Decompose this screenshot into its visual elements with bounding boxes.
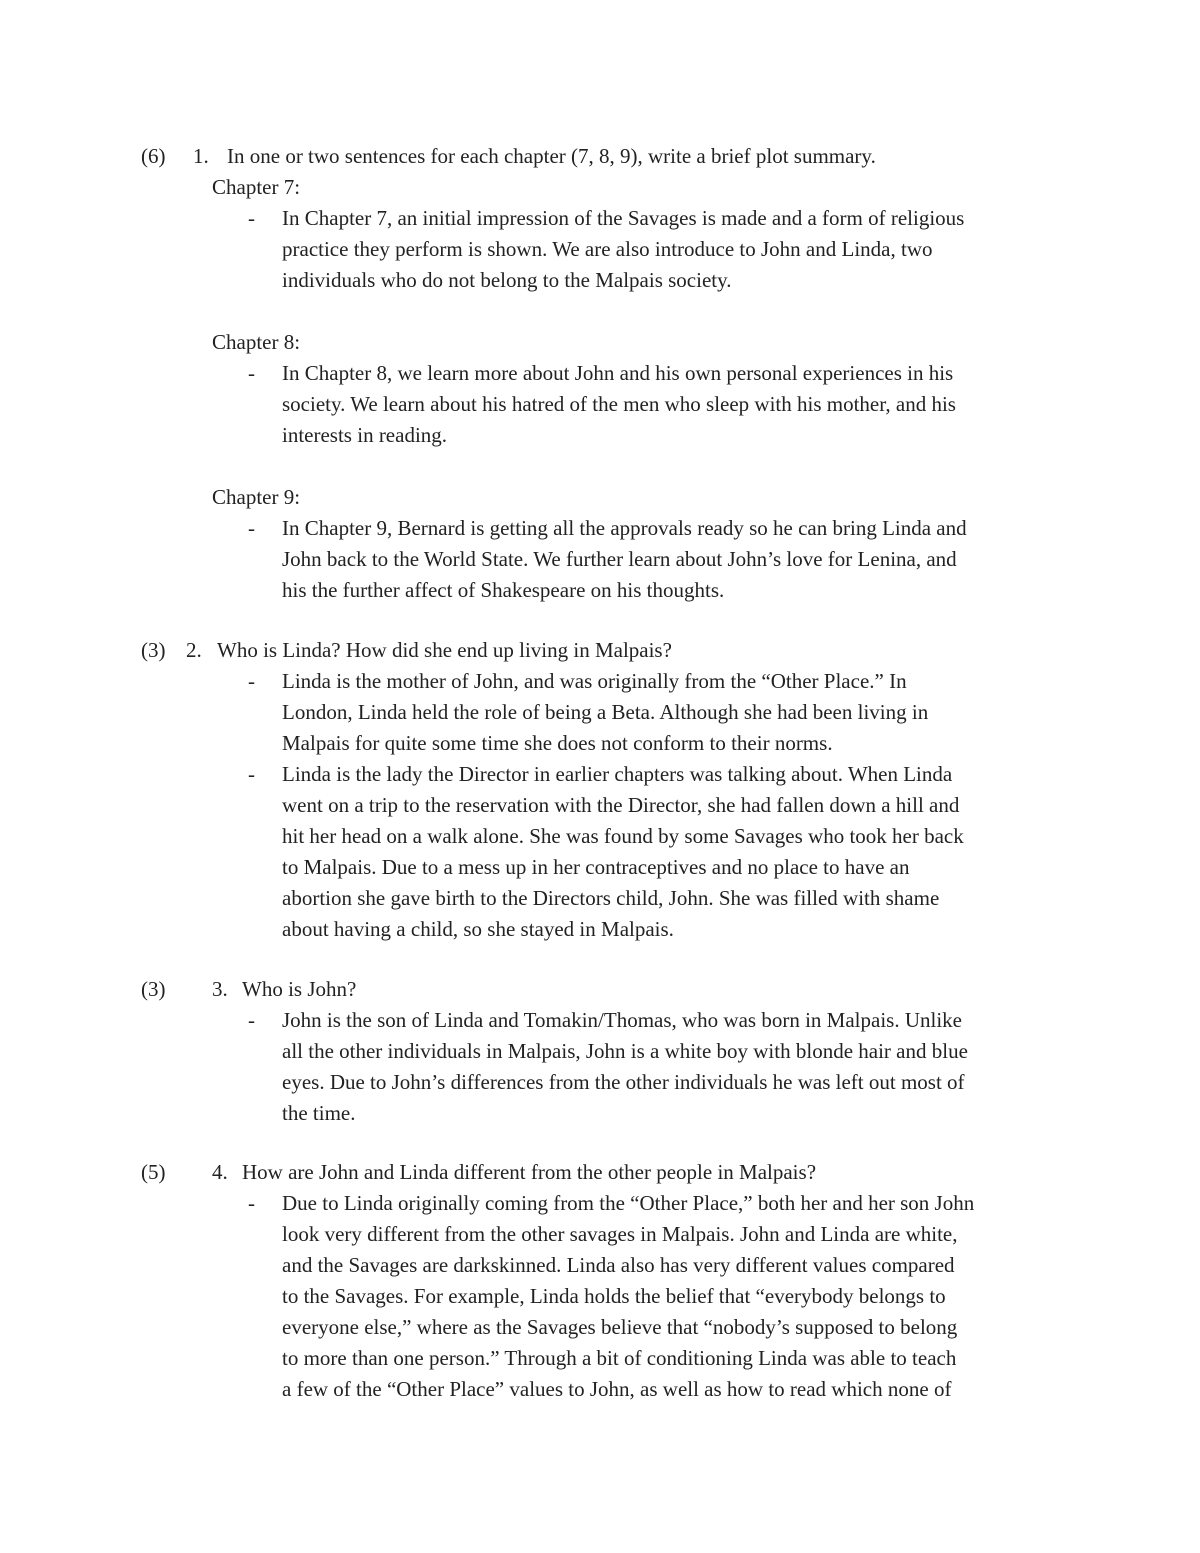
bullet-line: abortion she gave birth to the Directors child, John. She was filled with shame: [282, 886, 940, 910]
bullet-line: individuals who do not belong to the Malpais society.: [282, 268, 732, 292]
bullet-line: John is the son of Linda and Tomakin/Thomas, who was born in Malpais. Unlike: [282, 1008, 962, 1032]
bullet-line: to more than one person.” Through a bit of conditioning Linda was able to teach: [282, 1346, 957, 1370]
bullet-line: everyone else,” where as the Savages believe that “nobody’s supposed to belong: [282, 1315, 958, 1339]
question-1-prompt: In one or two sentences for each chapter (7, 8, 9), write a brief plot summary.: [227, 144, 876, 168]
bullet-line: a few of the “Other Place” values to John, as well as how to read which none of: [282, 1377, 952, 1401]
bullet-marker: -: [248, 762, 255, 786]
bullet-line: to the Savages. For example, Linda holds the belief that “everybody belongs to: [282, 1284, 946, 1308]
bullet-line: practice they perform is shown. We are also introduce to John and Linda, two: [282, 237, 933, 261]
bullet-marker: -: [248, 669, 255, 693]
bullet-line: John back to the World State. We further learn about John’s love for Lenina, and: [282, 547, 957, 571]
bullet-line: all the other individuals in Malpais, John is a white boy with blonde hair and blue: [282, 1039, 968, 1063]
bullet-line: Malpais for quite some time she does not conform to their norms.: [282, 731, 833, 755]
question-4-number: 4.: [212, 1160, 228, 1184]
question-4-points: (5): [141, 1160, 166, 1184]
question-3-prompt: Who is John?: [242, 977, 357, 1001]
bullet-line: In Chapter 8, we learn more about John and his own personal experiences in his: [282, 361, 954, 385]
bullet-marker: -: [248, 516, 255, 540]
question-1-points: (6): [141, 144, 166, 168]
bullet-line: the time.: [282, 1101, 356, 1125]
question-1-number: 1.: [193, 144, 209, 168]
question-2-points: (3): [141, 638, 166, 662]
bullet-line: interests in reading.: [282, 423, 448, 447]
chapter-8-heading: Chapter 8:: [212, 330, 301, 354]
chapter-7-heading: Chapter 7:: [212, 175, 301, 199]
bullet-line: society. We learn about his hatred of the men who sleep with his mother, and his: [282, 392, 956, 416]
bullet-line: eyes. Due to John’s differences from the other individuals he was left out most of: [282, 1070, 965, 1094]
bullet-marker: -: [248, 361, 255, 385]
question-3-points: (3): [141, 977, 166, 1001]
bullet-line: his the further affect of Shakespeare on his thoughts.: [282, 578, 725, 602]
bullet-marker: -: [248, 1191, 255, 1215]
question-4-prompt: How are John and Linda different from the other people in Malpais?: [242, 1160, 817, 1184]
bullet-line: Linda is the mother of John, and was originally from the “Other Place.” In: [282, 669, 907, 693]
bullet-line: In Chapter 7, an initial impression of the Savages is made and a form of religious: [282, 206, 965, 230]
chapter-9-heading: Chapter 9:: [212, 485, 301, 509]
bullet-line: look very different from the other savages in Malpais. John and Linda are white,: [282, 1222, 958, 1246]
bullet-line: went on a trip to the reservation with the Director, she had fallen down a hill and: [282, 793, 960, 817]
question-2-number: 2.: [186, 638, 202, 662]
bullet-line: to Malpais. Due to a mess up in her contraceptives and no place to have an: [282, 855, 910, 879]
bullet-line: Linda is the lady the Director in earlier chapters was talking about. When Linda: [282, 762, 953, 786]
bullet-line: Due to Linda originally coming from the “Other Place,” both her and her son John: [282, 1191, 975, 1215]
question-3-number: 3.: [212, 977, 228, 1001]
question-2-prompt: Who is Linda? How did she end up living in Malpais?: [217, 638, 672, 662]
bullet-marker: -: [248, 206, 255, 230]
bullet-line: hit her head on a walk alone. She was found by some Savages who took her back: [282, 824, 964, 848]
bullet-line: and the Savages are darkskinned. Linda also has very different values compared: [282, 1253, 955, 1277]
bullet-line: London, Linda held the role of being a Beta. Although she had been living in: [282, 700, 929, 724]
bullet-line: In Chapter 9, Bernard is getting all the approvals ready so he can bring Linda and: [282, 516, 967, 540]
bullet-line: about having a child, so she stayed in Malpais.: [282, 917, 674, 941]
bullet-marker: -: [248, 1008, 255, 1032]
